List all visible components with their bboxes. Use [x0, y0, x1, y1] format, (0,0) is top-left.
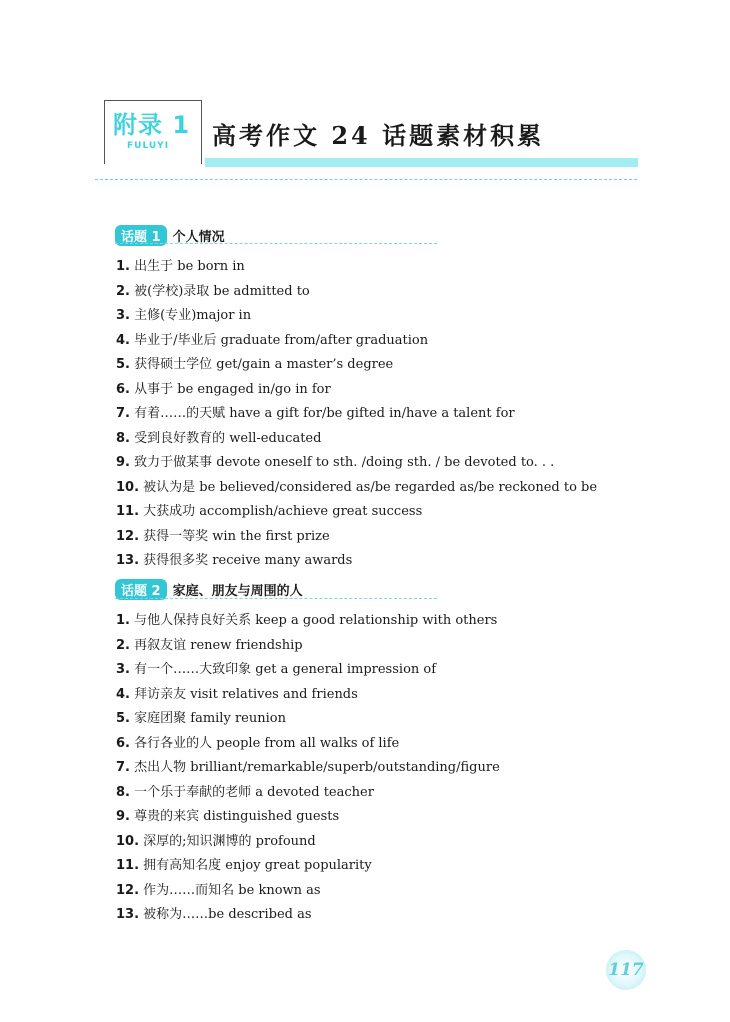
list-item: 11. 拥有高知名度 enjoy great popularity [116, 858, 372, 873]
topic-heading-1 [115, 225, 225, 245]
list-item: 6. 从事于 be engaged in/go in for [116, 381, 331, 397]
appendix-pinyin: FULUYI [127, 141, 170, 151]
topic-divider-1 [115, 243, 437, 244]
list-item: 13. 获得很多奖 receive many awards [116, 553, 353, 568]
topic-1-list [116, 255, 597, 574]
list-item: 1. 出生于 be born in [116, 259, 245, 274]
header-divider [95, 179, 637, 180]
title-underline-bar [205, 158, 638, 167]
appendix-label-box [104, 100, 202, 164]
page-number-badge [606, 950, 646, 990]
list-item: 7. 杰出人物 brilliant/remarkable/superb/outstanding/figure [116, 760, 500, 775]
list-item: 13. 被称为……be described as [116, 907, 312, 922]
appendix-label: 附录 1 [113, 111, 191, 139]
topic-heading-2 [115, 579, 303, 599]
list-item: 5. 家庭团聚 family reunion [116, 711, 286, 726]
list-item: 7. 有着……的天赋 have a gift for/be gifted in/have a talent for [116, 406, 515, 421]
list-item: 2. 再叙友谊 renew friendship [116, 637, 303, 653]
list-item: 3. 主修(专业)major in [116, 308, 252, 323]
topic-badge-2: 话题 2 [115, 579, 167, 600]
list-item: 8. 一个乐于奉献的老师 a devoted teacher [116, 784, 374, 800]
topic-title-1: 个人情况 [172, 229, 225, 245]
page-number: 117 [608, 960, 644, 980]
topic-title-2: 家庭、朋友与周围的人 [172, 583, 303, 599]
topic-2-list [116, 609, 500, 928]
topic-divider-2 [115, 598, 437, 599]
list-item: 4. 毕业于/毕业后 graduate from/after graduation [116, 332, 429, 348]
list-item: 10. 被认为是 be believed/considered as/be regarded as/be reckoned to be [116, 479, 598, 495]
page-title: 高考作文 24 话题素材积累 [212, 121, 545, 150]
list-item: 1. 与他人保持良好关系 keep a good relationship with others [116, 613, 498, 628]
list-item: 9. 致力于做某事 devote oneself to sth. /doing sth. / be devoted to. . . [116, 455, 555, 470]
list-item: 4. 拜访亲友 visit relatives and friends [116, 686, 358, 702]
list-item: 5. 获得硕士学位 get/gain a master’s degree [116, 357, 394, 372]
list-item: 10. 深厚的;知识渊博的 profound [116, 833, 316, 849]
list-item: 12. 获得一等奖 win the first prize [116, 528, 330, 544]
list-item: 6. 各行各业的人 people from all walks of life [116, 735, 400, 751]
list-item: 2. 被(学校)录取 be admitted to [116, 283, 310, 299]
list-item: 3. 有一个……大致印象 get a general impression of [116, 662, 437, 677]
list-item: 12. 作为……而知名 be known as [116, 882, 321, 898]
list-item: 8. 受到良好教育的 well-educated [116, 430, 322, 446]
list-item: 11. 大获成功 accomplish/achieve great success [116, 504, 423, 519]
topic-badge-1: 话题 1 [115, 225, 167, 246]
list-item: 9. 尊贵的来宾 distinguished guests [116, 809, 340, 824]
